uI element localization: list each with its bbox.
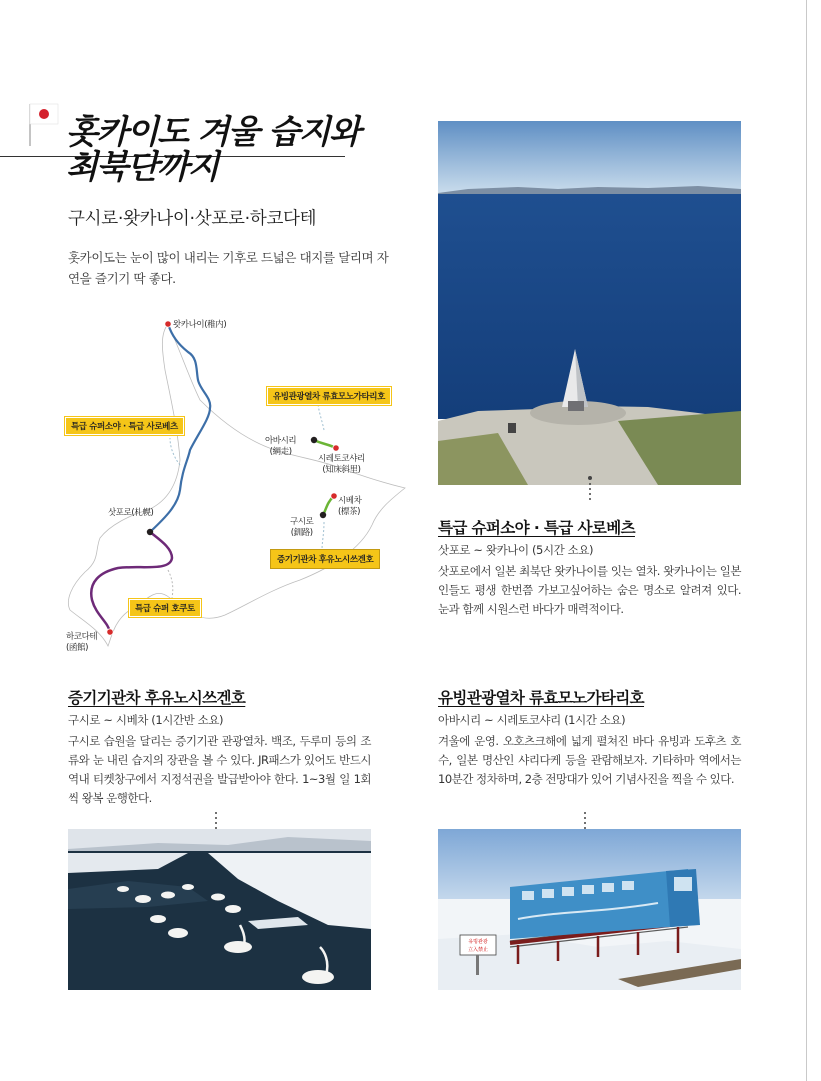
section-route-fuyu-no-shitsugen: 구시로 ~ 시베차 (1시간반 소요) — [68, 713, 224, 727]
map-label-shiretoko: 시레토코샤리 (知床斜里) — [318, 454, 365, 475]
section-route-super-soya: 삿포로 ~ 왓카나이 (5시간 소요) — [438, 543, 594, 557]
svg-text:立入禁止: 立入禁止 — [467, 947, 489, 953]
section-body-ryuhyo: 겨울에 운영. 오호츠크해에 넓게 펼쳐진 바다 유빙과 도후츠 호수, 일본 명산인 샤리다케 등을 관람해보자. 기타하마 역에서는 10분간 정차하며, 2층 전망대가 있어 기념사진을 찍을 수 있다. — [438, 734, 741, 786]
page-title: 홋카이도 겨울 습지와 최북단까지 — [66, 112, 360, 186]
cape-soya-photo — [438, 121, 741, 485]
section-route-ryuhyo: 아바시리 ~ 시레토코샤리 (1시간 소요) — [438, 713, 626, 727]
map-label-kushiro: 구시로 (釧路) — [290, 517, 314, 538]
map-label-wakkanai: 왓카나이(稚内) — [173, 320, 227, 330]
japan-flag-icon — [28, 102, 60, 146]
badge-super-hokuto: 특급 슈퍼 호쿠토 — [128, 598, 202, 618]
hokkaido-rail-map — [60, 310, 410, 660]
swans-wetland-photo — [68, 829, 371, 990]
photo-caption-connector — [588, 476, 592, 503]
map-label-sapporo: 삿포로(札幌) — [108, 508, 154, 518]
page-subtitle: 구시로·왓카나이·삿포로·하코다테 — [68, 209, 317, 229]
section-body-fuyu-no-shitsugen: 구시로 습원을 달리는 증기기관 관광열차. 백조, 두루미 등의 조류와 눈 내린 습지의 장관을 볼 수 있다. JR패스가 있어도 반드시 역내 티켓창구에서 지정석권을 발급받아야 한다. 1~3월 일 1회씩 왕복 운행한다. — [68, 734, 371, 805]
badge-super-soya: 특급 슈퍼소야 · 특급 사로베츠 — [64, 416, 185, 436]
hokkaido-outline — [60, 310, 410, 660]
section-title-fuyu-no-shitsugen: 증기기관차 후유노시쓰겐호 — [68, 689, 246, 707]
ryuhyo-train-photo — [438, 829, 741, 990]
section-title-super-soya: 특급 슈퍼소야 · 특급 사로베츠 — [438, 519, 635, 537]
intro-paragraph: 홋카이도는 눈이 많이 내리는 기후로 드넓은 대지를 달리며 자연을 즐기기 딱 좋다. — [68, 250, 389, 286]
trackside-sign-text: 유빙관광 — [468, 939, 488, 945]
map-label-abashiri: 아바시리 (網走) — [265, 436, 297, 457]
section-title-ryuhyo: 유빙관광열차 류효모노가타리호 — [438, 689, 645, 707]
page-edge-rule — [806, 0, 807, 1081]
badge-ryuhyo: 유빙관광열차 류효모노가타리호 — [266, 386, 392, 406]
map-label-shibecha: 시베차 (標茶) — [338, 496, 362, 517]
badge-fuyu-no-shitsugen: 증기기관차 후유노시쓰겐호 — [270, 549, 380, 569]
section-body-super-soya: 삿포로에서 일본 최북단 왓카나이를 잇는 열차. 왓카나이는 일본인들도 평생 한번쯤 가보고싶어하는 숨은 명소로 알려져 있다. 눈과 함께 시원스런 바다가 매력적이다. — [438, 564, 741, 616]
map-label-hakodate: 하코다테 (函館) — [66, 632, 98, 653]
